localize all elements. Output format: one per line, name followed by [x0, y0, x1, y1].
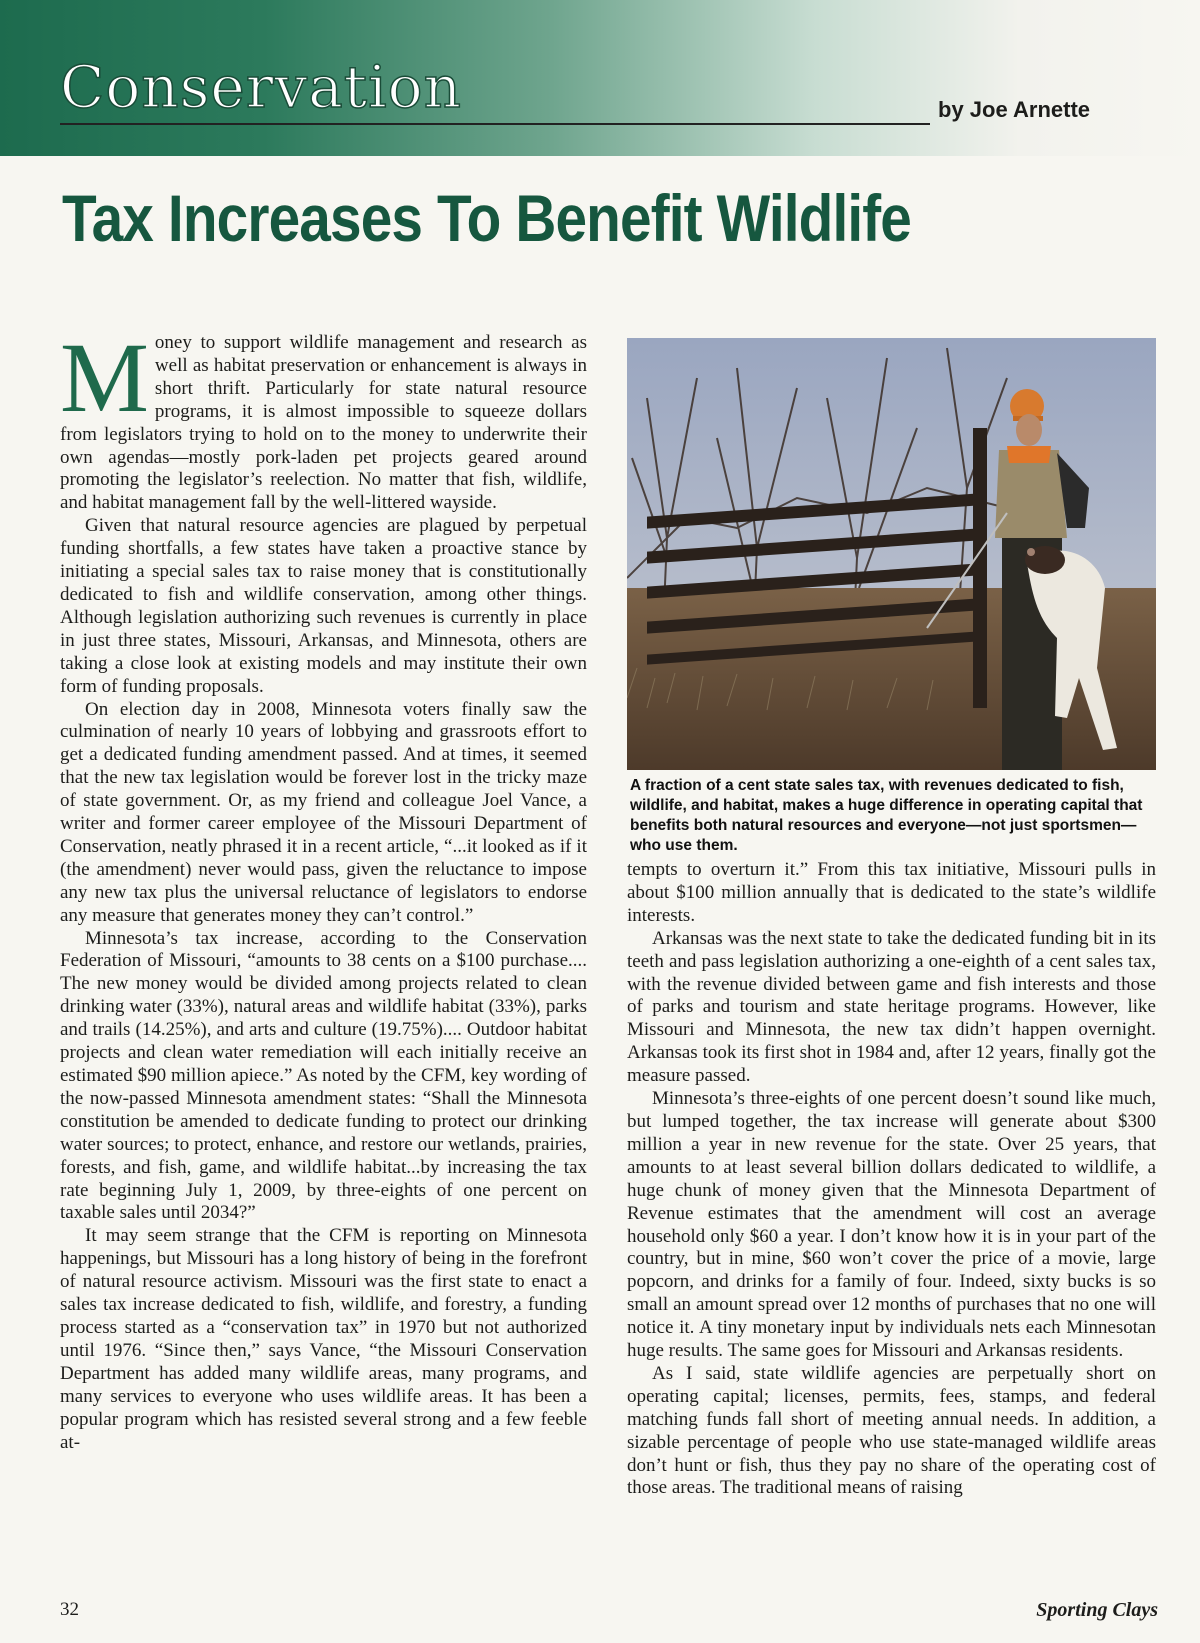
section-title: Conservation: [60, 53, 462, 121]
article-column-left: [60, 322, 587, 1454]
article-column-right: [627, 859, 1156, 1500]
header-rule: [60, 123, 930, 125]
article-paragraph: As I said, state wildlife agencies are perpetually short on operating capital; licenses, permits, fees, stamps, and federal matching funds fall short of meeting annual needs. In addition, a sizable percentage of people who use state-managed wildlife areas don’t hunt or fish, thus they pay no share of the operating cost of those areas. The traditional means of raising: [627, 1362, 1156, 1499]
article-paragraph: Money to support wildlife management and research as well as habitat preservation or enhancement is always in short thrift. Particularly for state natural resource programs, it is almost impossible to squeeze dollars from legislators trying to hold on to the money to underwrite their own agendas—mostly pork-laden pet projects geared around promoting the legislator’s reelection. No matter that fish, wildlife, and habitat management fall by the well-littered wayside.: [60, 322, 587, 514]
drop-cap: M: [60, 322, 149, 433]
article-paragraph: Given that natural resource agencies are plagued by perpetual funding shortfalls, a few states have taken a proactive stance by initiating a special sales tax to raise money that is constitutionally dedicated to fish and wildlife conservation, among other things. Although legislation authorizing such revenues is currently in place in just three states, Missouri, Arkansas, and Minnesota, others are taking a close look at existing models and may institute their own form of funding proposals.: [60, 515, 587, 697]
article-paragraph: On election day in 2008, Minnesota voters finally saw the culmination of nearly 10 years of lobbying and grassroots effort to get a dedicated funding amendment passed. And at times, it seemed that the new tax legislation would be forever lost in the tricky maze of state government. Or, as my friend and colleague Joel Vance, a writer and former career employee of the Missouri Department of Conservation, neatly phrased it in a recent article, “...it looked as if it (the amendment) never would pass, given the reluctance to impose any new tax plus the universal reluctance of legislators to endorse any measure that generates money they can’t control.”: [60, 698, 587, 926]
photo-caption: A fraction of a cent state sales tax, with revenues dedicated to fish, wildlife, and habitat, makes a huge difference in operating capital that benefits both natural resources and everyone—not just sportsmen—who use them.: [630, 777, 1143, 854]
hunter-with-dog-photo: [627, 338, 1156, 770]
article-paragraph: Minnesota’s tax increase, according to the Conservation Federation of Missouri, “amounts to 38 cents on a $100 purchase.... The new money would be divided among projects related to clean drinking water (33%), natural areas and wildlife habitat (33%), parks and trails (14.25%), and arts and culture (19.75%).... Outdoor habitat projects and clean water remediation will each initially receive an estimated $90 million apiece.” As noted by the CFM, key wording of the now-passed Minnesota amendment states: “Shall the Minnesota constitution be amended to dedicate funding to protect our drinking water sources; to protect, enhance, and restore our wetlands, prairies, forests, and fish, game, and wildlife habitat...by increasing the tax rate beginning July 1, 2009, by three-eights of one percent on taxable sales until 2034?”: [60, 927, 587, 1224]
article-paragraph: tempts to overturn it.” From this tax initiative, Missouri pulls in about $100 million annually that is dedicated to the state’s wildlife interests.: [627, 859, 1156, 926]
byline: by Joe Arnette: [938, 97, 1091, 122]
page-number: 32: [60, 1599, 79, 1620]
article-paragraph: It may seem strange that the CFM is reporting on Minnesota happenings, but Missouri has a long history of being in the forefront of natural resource activism. Missouri was the first state to enact a sales tax increase dedicated to fish, wildlife, and forestry, a funding process started as a “conservation tax” in 1970 but not authorized until 1976. “Since then,” says Vance, “the Missouri Conservation Department has added many wildlife areas, many programs, and many services to everyone who uses wildlife areas. It has been a popular program which has resisted several strong and a few feeble at-: [60, 1225, 587, 1453]
article-paragraph: Minnesota’s three-eights of one percent doesn’t sound like much, but lumped together, the tax increase will generate about $300 million a year in new revenue for the state. Over 25 years, that amounts to at least several billion dollars dedicated to wildlife, a huge chunk of money given that the Minnesota Department of Revenue estimates that the amendment will cost an average household only $60 a year. I don’t know how it is in your part of the country, but in mine, $60 won’t cover the price of a movie, large popcorn, and drinks for a family of four. Indeed, sixty bucks is so small an amount spread over 12 months of purchases that no one will notice it. A tiny monetary input by individuals nets each Minnesotan huge results. The same goes for Missouri and Arkansas residents.: [627, 1088, 1156, 1362]
article-headline: Tax Increases To Benefit Wildlife: [62, 181, 912, 255]
article-paragraph: Arkansas was the next state to take the dedicated funding bit in its teeth and pass legislation authorizing a one-eighth of a cent sales tax, with the revenue divided between game and fish interests and those of parks and tourism and state heritage programs. However, like Missouri and Minnesota, the new tax didn’t happen overnight. Arkansas took its first shot in 1984 and, after 12 years, finally got the measure passed.: [627, 927, 1156, 1087]
magazine-name: Sporting Clays: [1036, 1599, 1158, 1621]
